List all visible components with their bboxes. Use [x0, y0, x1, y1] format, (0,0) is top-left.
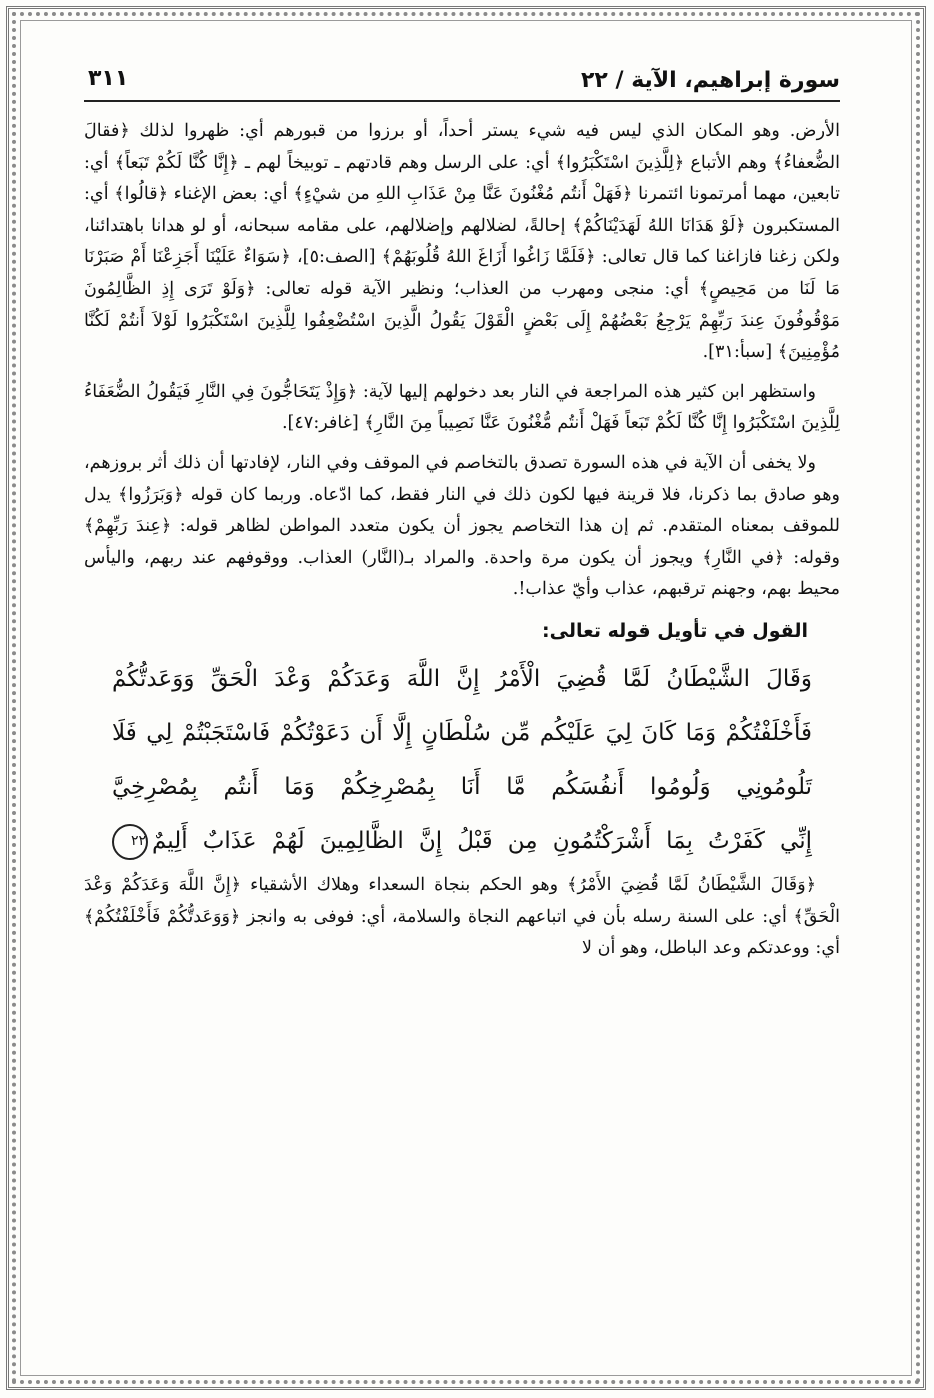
- quran-line: فَأَخْلَفْتُكُمْ وَمَا كَانَ لِيَ عَلَيْكُم مِّن سُلْطَانٍ إِلَّا أَن دَعَوْتُكُمْ فَاسْتَجَبْتُمْ لِي فَلَا: [112, 719, 812, 746]
- running-header: [84, 60, 840, 102]
- paragraph: واستظهر ابن كثير هذه المراجعة في النار بعد دخولهم إليها لآية: ﴿وَإِذْ يَتَحَاجُّونَ فِي النَّارِ فَيَقُولُ الضُّعَفَاءُ لِلَّذِينَ اسْتَكْبَرُوا إِنَّا كُنَّا لَكُمْ تَبَعاً فَهَلْ أَنتُم مُّغْنُونَ عَنَّا نَصِيباً مِنَ النَّارِ﴾ [غافر:٤٧].: [84, 381, 840, 434]
- quran-line: [112, 814, 812, 868]
- sura-title: سورة إبراهيم، الآية / ٢٢: [580, 68, 840, 93]
- paragraph: ﴿وَقَالَ الشَّيْطَانُ لَمَّا قُضِيَ الأَمْرُ﴾ وهو الحكم بنجاة السعداء وهلاك الأشقياء ﴿إِنَّ اللَّهَ وَعَدَكُمْ وَعْدَ الْحَقِّ﴾ أي: على السنة رسله بأن في اتباعهم النجاة والسلامة، أي: فوفى به وانجز ﴿وَوَعَدتُّكُمْ فَأَخْلَفْتُكُمْ﴾ أي: ووعدتكم وعد الباطل، وهو أن لا: [84, 874, 840, 959]
- paragraph: الأرض. وهو المكان الذي ليس فيه شيء يستر أحداً، أو برزوا من قبورهم أي: ظهروا لذلك ﴿فقالَ الضُّعفاءُ﴾ وهم الأتباع ﴿لِلَّذِينَ اسْتَكْبَرُوا﴾ أي: على الرسل وهم قادتهم ـ توبيخاً لهم ـ ﴿إِنَّا كُنَّا لَكُمْ تَبَعاً﴾ أي: تابعين، مهما أمرتمونا ائتمرنا ﴿فَهَلْ أَنتُم مُغْنُونَ عَنَّا مِنْ عَذَابِ اللهِ من شيْءٍ﴾ أي: بعض الإغناء ﴿قالُوا﴾ أي: المستكبرون ﴿لَوْ هَدَانَا اللهُ لَهَدَيْنَاكُمْ﴾ إحالةً، لضلالهم وإضلالهم، على مقامه سبحانه، أو لو هدانا باهتدائنا، ولكن زغنا فازاغنا كما قال تعالى: ﴿فَلَمَّا زَاغُوا أَزَاغَ اللهُ قُلُوبَهُمْ﴾ [الصف:٥]، ﴿سَوَاءٌ عَلَيْنَا أَجَزِعْنَا أَمْ صَبَرْنَا مَا لَنَا من مَحِيصٍ﴾ أي: منجى ومهرب من العذاب؛ ونظير الآية قوله تعالى: ﴿وَلَوْ تَرَى إِذِ الظَّالِمُونَ مَوْقُوفُونَ عِندَ رَبِّهِمْ يَرْجِعُ بَعْضُهُمْ إِلَى بَعْضٍ الْقَوْلَ يَقُولُ الَّذِينَ اسْتُضْعِفُوا لِلَّذِينَ اسْتَكْبَرُوا لَوْلاَ أَنتُمْ لَكُنَّا مُؤْمِنِينَ﴾ [سبأ:٣١].: [84, 121, 840, 363]
- quran-line-text: إِنِّي كَفَرْتُ بِمَا أَشْرَكْتُمُونِ مِن قَبْلُ إِنَّ الظَّالِمِينَ لَهُمْ عَذَابٌ أَلِيمٌ: [152, 827, 812, 854]
- section-heading: القول في تأويل قوله تعالى:: [542, 619, 808, 642]
- page-content: [84, 116, 840, 965]
- quran-line: وَقَالَ الشَّيْطَانُ لَمَّا قُضِيَ الْأَمْرُ إِنَّ اللَّهَ وَعَدَكُمْ وَعْدَ الْحَقِّ وَوَعَدتُّكُمْ: [112, 665, 812, 692]
- ayah-number-marker: ٢٢: [112, 824, 148, 860]
- paragraph: ولا يخفى أن الآية في هذه السورة تصدق بالتخاصم في الموقف وفي النار، لإفادتها أن ذلك أثر بروزهم، وهو صادق بما ذكرنا، فلا قرينة فيها لكون ذلك في النار فقط، كما ادّعاه. وربما كان قوله ﴿وَبَرَزُوا﴾ يدل للموقف بمعناه المتقدم. ثم إن هذا التخاصم يجوز أن يكون متعدد المواطن لظاهر قوله: ﴿عِندَ رَبِّهِمْ﴾ وقوله: ﴿في النَّارِ﴾ ويجوز أن يكون مرة واحدة. والمراد بـ(النَّار) العذاب. ووقوفهم عند ربهم، واليأس محيط بهم، وجهنم ترقبهم، عذاب وأيّ عذاب!.: [84, 452, 840, 600]
- page-number: ٣١١: [88, 66, 129, 91]
- quran-verse-block: [112, 652, 812, 868]
- book-page: [84, 60, 840, 1320]
- quran-line: تَلُومُونِي وَلُومُوا أَنفُسَكُم مَّا أَنَا بِمُصْرِخِكُمْ وَمَا أَنتُم بِمُصْرِخِيَّ: [112, 773, 812, 800]
